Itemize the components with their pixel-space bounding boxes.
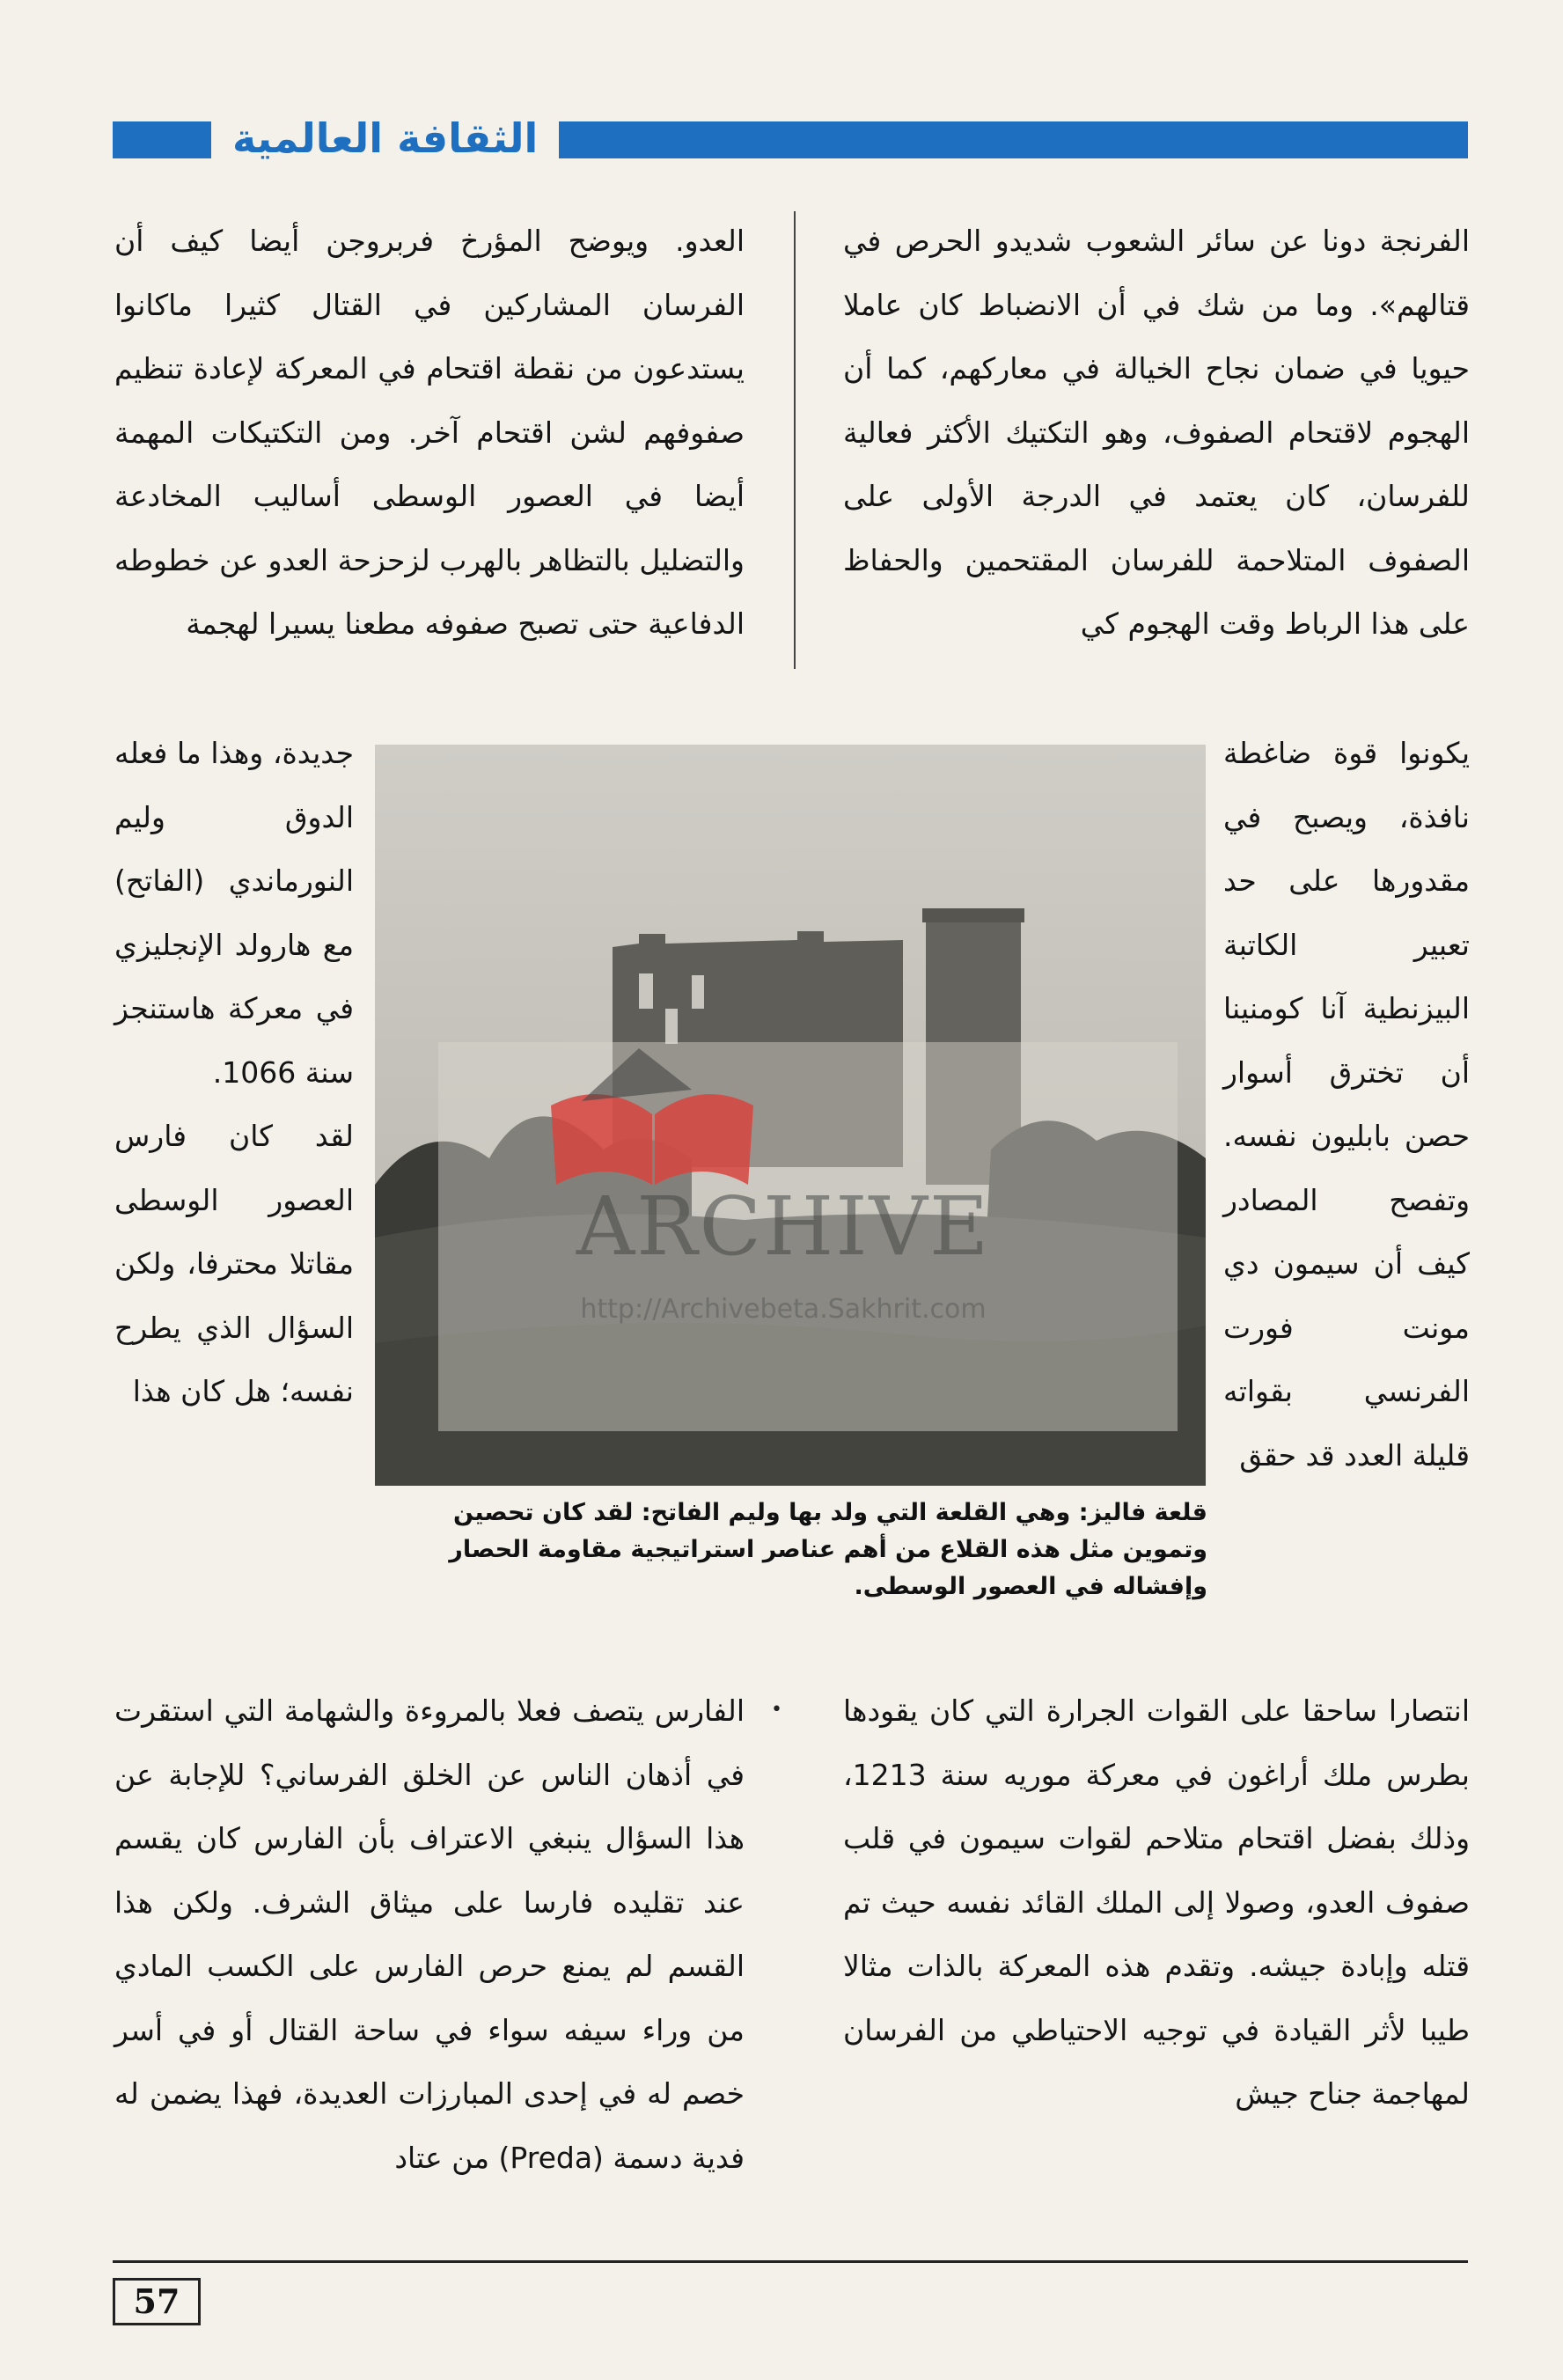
- column-divider: [794, 211, 796, 669]
- castle-illustration: [375, 745, 1206, 1486]
- page-number: 57: [113, 2278, 201, 2325]
- paragraph: العدو. ويوضح المؤرخ فربروجن أيضا كيف أن الفرسان المشاركين في القتال كثيرا ماكانوا يستدعون من نقطة اقتحام في المعركة لإعادة تنظيم صفوفهم لشن اقتحام آخر. ومن التكتيكات المهمة أيضا في العصور الوسطى أساليب المخادعة والتضليل بالتظاهر بالهرب لزحزحة العدو عن خطوطه الدفاعية حتى تصبح صفوفه مطعنا يسيرا لهجمة: [114, 224, 745, 641]
- text-column-right-bottom: [843, 1679, 1470, 2127]
- photo-caption: قلعة فاليز: وهي القلعة التي ولد بها وليم الفاتح: لقد كان تحصين وتموين مثل هذه القلاع من أهم عناصر استراتيجية مقاومة الحصار وإفشاله في العصور الوسطى.: [449, 1499, 1207, 1600]
- text-column-left-top: [114, 209, 745, 657]
- footer-rule: [113, 2260, 1468, 2263]
- text-column-left-bottom: [114, 1679, 745, 2190]
- castle-photo: [375, 745, 1206, 1486]
- paragraph: يكونوا قوة ضاغطة نافذة، ويصبح في مقدورها على حد تعبير الكاتبة البيزنطية آنا كومنينا أن تخترق أسوار حصن بابليون نفسه. وتفصح المصادر كيف أن سيمون دي مونت فورت الفرنسي بقواته قليلة العدد قد حقق: [1223, 736, 1470, 1473]
- watermark-archive: ARCHIVE: [576, 1179, 991, 1274]
- paragraph: الفارس يتصف فعلا بالمروءة والشهامة التي استقرت في أذهان الناس عن الخلق الفرساني؟ للإجابة عن هذا السؤال ينبغي الاعتراف بأن الفارس كان يقسم عند تقليده فارسا على ميثاق الشرف. ولكن هذا القسم لم يمنع حرص الفارس على الكسب المادي من وراء سيفه سواء في ساحة القتال أو في أسر خصم له في إحدى المبارزات العديدة، فهذا يضمن له فدية دسمة (Preda) من عتاد: [114, 1693, 745, 2175]
- paragraph: جديدة، وهذا ما فعله الدوق وليم النورماندي (الفاتح) مع هارولد الإنجليزي في معركة هاستنجز سنة 1066.: [114, 736, 354, 1090]
- text-column-right-top: [843, 209, 1470, 657]
- bullet-dot: •: [771, 1699, 782, 1721]
- paragraph: انتصارا ساحقا على القوات الجرارة التي كان يقودها بطرس ملك أراغون في معركة موريه سنة 1213، وذلك بفضل اقتحام متلاحم لقوات سيمون في قلب صفوف العدو، وصولا إلى الملك القائد نفسه حيث تم قتله وإبادة جيشه. وتقدم هذه المعركة بالذات مثالا طيبا لأثر القيادة في توجيه الاحتياطي من الفرسان لمهاجمة جناح جيش: [843, 1693, 1470, 2111]
- watermark-url: http://Archivebeta.Sakhrit.com: [580, 1294, 987, 1325]
- paragraph: لقد كان فارس العصور الوسطى مقاتلا محترفا، ولكن السؤال الذي يطرح نفسه؛ هل كان هذا: [114, 1119, 354, 1408]
- magazine-title: الثقافة العالمية: [211, 113, 559, 164]
- text-column-right-narrow: [1223, 722, 1470, 1488]
- paragraph: الفرنجة دونا عن سائر الشعوب شديدو الحرص في قتالهم». وما من شك في أن الانضباط كان عاملا حيويا في ضمان نجاح الخيالة في معاركهم، كما أن الهجوم لاقتحام الصفوف، وهو التكتيك الأكثر فعالية للفرسان، كان يعتمد في الدرجة الأولى على الصفوف المتلاحمة للفرسان المقتحمين والحفاظ على هذا الرباط وقت الهجوم كي: [843, 224, 1470, 641]
- text-column-left-narrow: [114, 722, 354, 1424]
